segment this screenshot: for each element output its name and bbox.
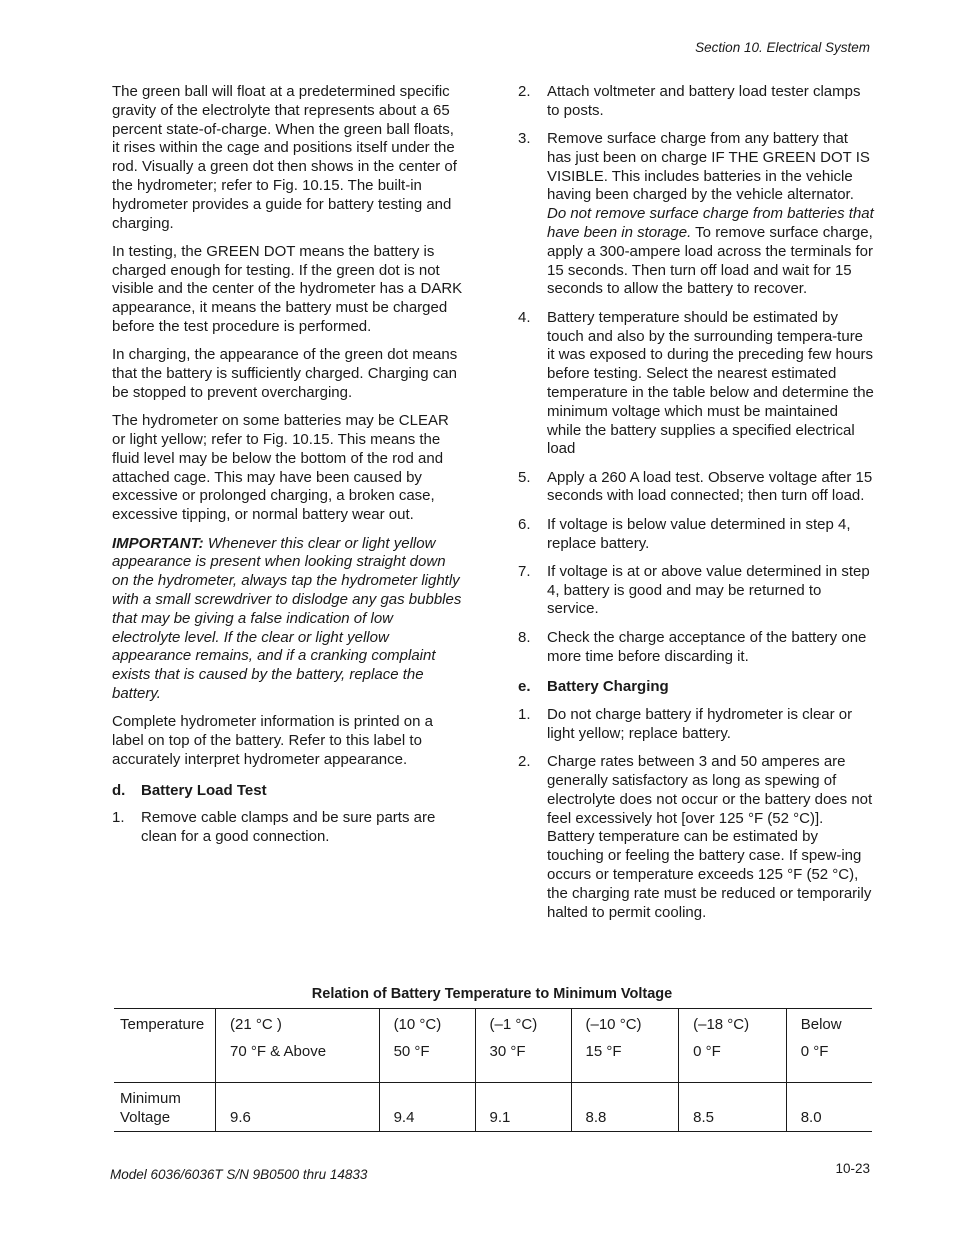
item-number: 5. bbox=[518, 468, 531, 486]
item-text-italic: Do not remove surface charge from batteries that have been in storage. bbox=[547, 205, 874, 242]
celsius-value: (10 °C) bbox=[393, 1016, 442, 1033]
voltage-value: 9.6 bbox=[230, 1109, 251, 1126]
voltage-value: 9.4 bbox=[393, 1109, 415, 1126]
table-row-temperature bbox=[114, 1009, 872, 1083]
celsius-value: (–18 °C) bbox=[693, 1016, 750, 1033]
important-text: Whenever this clear or light yellow appearance is present when looking straight down on the hydrometer, always tap the hydrometer lightly with a small screwdriver to dislodge any gas bubbles that may be giving a false indication of low electrolyte level. If the clear or light yellow appearance remains, and if a cranking complaint exists that is caused by the battery, replace the battery. bbox=[112, 534, 462, 702]
table-title: Relation of Battery Temperature to Minimum Voltage bbox=[311, 986, 673, 1002]
paragraph-testing: In testing, the GREEN DOT means the battery is charged enough for testing. If the green dot is not visible and the center of the hydrometer has a DARK appearance, it means the battery must be charged before the test procedure is performed. bbox=[112, 242, 463, 336]
list-item bbox=[518, 130, 874, 299]
table-cell bbox=[475, 1009, 571, 1083]
item-text: Remove cable clamps and be sure parts are clean for a good connection. bbox=[141, 809, 436, 846]
paragraph-charging: In charging, the appearance of the green dot means that the battery is sufficiently charged. Charging can be stopped to prevent overcharging. bbox=[112, 346, 458, 401]
table-cell bbox=[679, 1009, 787, 1083]
item-number: 8. bbox=[518, 628, 531, 646]
fahrenheit-value: 30 °F bbox=[489, 1043, 526, 1060]
list-item bbox=[518, 563, 874, 619]
item-text-part: Remove surface charge from any battery that has just been on charge IF THE GREEN DOT IS VISIBLE. This includes batteries in the vehicle having been charged by the vehicle alternator. bbox=[547, 130, 870, 204]
important-note bbox=[112, 535, 464, 704]
item-text: Do not charge battery if hydrometer is clear or light yellow; replace battery. bbox=[547, 706, 853, 742]
section-d-title: Battery Load Test bbox=[141, 781, 267, 799]
temperature-voltage-table bbox=[114, 1008, 872, 1132]
table-cell bbox=[571, 1009, 679, 1083]
item-text: If voltage is below value determined in step 4, replace battery. bbox=[547, 515, 851, 552]
section-d-heading bbox=[112, 782, 464, 801]
paragraph-hydrometer-info: Complete hydrometer information is printed on a label on top of the battery. Refer to this label to accurately interpret hydrometer appearance. bbox=[112, 713, 433, 768]
paragraph-green-ball: The green ball will float at a predetermined specific gravity of the electrolyte that represents about a 65 percent state-of-charge. When the green ball floats, it rises within the cage and positions itself under the rod. Visually a green dot then shows in the center of the hydrometer; refer to Fig. 10.15. The built-in hydrometer provides a guide for battery testing and charging. bbox=[112, 83, 457, 232]
section-header: Section 10. Electrical System bbox=[695, 40, 870, 55]
section-e-heading bbox=[518, 678, 874, 697]
list-item bbox=[518, 83, 874, 121]
item-number: 6. bbox=[518, 515, 531, 533]
table-cell bbox=[216, 1083, 380, 1132]
voltage-value: 8.8 bbox=[585, 1109, 607, 1126]
important-label: IMPORTANT: bbox=[112, 534, 204, 552]
fahrenheit-value: 0 °F bbox=[693, 1043, 721, 1060]
left-column bbox=[112, 83, 464, 856]
fahrenheit-value: 50 °F bbox=[393, 1043, 430, 1060]
row-label-voltage: Minimum Voltage bbox=[114, 1083, 216, 1132]
item-number: 2. bbox=[518, 753, 531, 771]
section-e-title: Battery Charging bbox=[547, 678, 669, 696]
item-number: 3. bbox=[518, 130, 531, 148]
list-item bbox=[518, 516, 874, 554]
table-cell bbox=[379, 1083, 475, 1132]
list-item bbox=[518, 469, 874, 507]
table-cell bbox=[679, 1083, 787, 1132]
item-number: 1. bbox=[112, 809, 125, 827]
section-e-label: e. bbox=[518, 678, 531, 696]
fahrenheit-value: 15 °F bbox=[585, 1043, 622, 1060]
celsius-value: Below bbox=[800, 1016, 842, 1033]
section-d-label: d. bbox=[112, 781, 126, 799]
item-text bbox=[547, 130, 874, 299]
table-cell bbox=[786, 1009, 872, 1083]
voltage-value: 8.5 bbox=[693, 1109, 714, 1126]
table-cell bbox=[379, 1009, 475, 1083]
item-number: 2. bbox=[518, 83, 531, 100]
item-text: Charge rates between 3 and 50 amperes are generally satisfactory as long as spewing of electrolyte does not occur or the battery does not feel excessively hot [over 125 °F (52 °C)]. Battery temperature can be estimated by touching or feeling the battery case. If spew-ing occurs or temperature exceeds 125 °F (52 °C), the charging rate must be reduced or temporarily halted to permit cooling. bbox=[547, 753, 873, 921]
right-column bbox=[518, 83, 874, 932]
celsius-value: (–10 °C) bbox=[585, 1016, 642, 1033]
list-item bbox=[518, 706, 874, 744]
table-cell bbox=[571, 1083, 679, 1132]
item-text: Check the charge acceptance of the battery one more time before discarding it. bbox=[547, 628, 867, 665]
item-text: Battery temperature should be estimated by touch and also by the surrounding tempera-ture it was exposed to during the preceding few hours before testing. Select the nearest estimated temperature in the table below and determine the minimum voltage which must be maintained while the battery supplies a specified electrical load bbox=[547, 308, 874, 458]
celsius-value: (–1 °C) bbox=[489, 1016, 538, 1033]
paragraph-clear-hydrometer: The hydrometer on some batteries may be CLEAR or light yellow; refer to Fig. 10.15. This means the fluid level may be below the bottom of the rod and attached cage. This may have been caused by excessive or prolonged charging, a broken case, excessive tipping, or normal battery wear out. bbox=[112, 412, 449, 524]
voltage-value: 9.1 bbox=[489, 1109, 511, 1126]
list-item bbox=[112, 809, 464, 847]
item-text: Apply a 260 A load test. Observe voltage after 15 seconds with load connected; then turn off load. bbox=[547, 468, 873, 505]
list-item bbox=[518, 753, 874, 922]
page-number: 10-23 bbox=[835, 1161, 870, 1176]
list-item bbox=[518, 309, 874, 459]
footer-model: Model 6036/6036T S/N 9B0500 thru 14833 bbox=[110, 1167, 368, 1182]
table-cell bbox=[786, 1083, 872, 1132]
item-text-part: To remove surface charge, apply a 300-ampere load across the terminals for 15 seconds. Then turn off load and wait for 15 seconds to allow the battery to recover. bbox=[547, 224, 874, 298]
voltage-value: 8.0 bbox=[800, 1109, 822, 1126]
list-item bbox=[518, 629, 874, 667]
item-number: 7. bbox=[518, 562, 531, 580]
item-text: Attach voltmeter and battery load tester clamps to posts. bbox=[547, 83, 861, 119]
table-cell bbox=[475, 1083, 571, 1132]
table-row-voltage bbox=[114, 1083, 872, 1132]
celsius-value: (21 °C ) bbox=[230, 1016, 282, 1033]
fahrenheit-value: 0 °F bbox=[800, 1043, 829, 1060]
table-cell bbox=[216, 1009, 380, 1083]
fahrenheit-value: 70 °F & Above bbox=[230, 1043, 327, 1060]
item-number: 1. bbox=[518, 706, 531, 724]
item-text: If voltage is at or above value determined in step 4, battery is good and may be returned to service. bbox=[547, 562, 870, 618]
item-number: 4. bbox=[518, 308, 531, 326]
row-label-temperature: Temperature bbox=[114, 1009, 216, 1083]
